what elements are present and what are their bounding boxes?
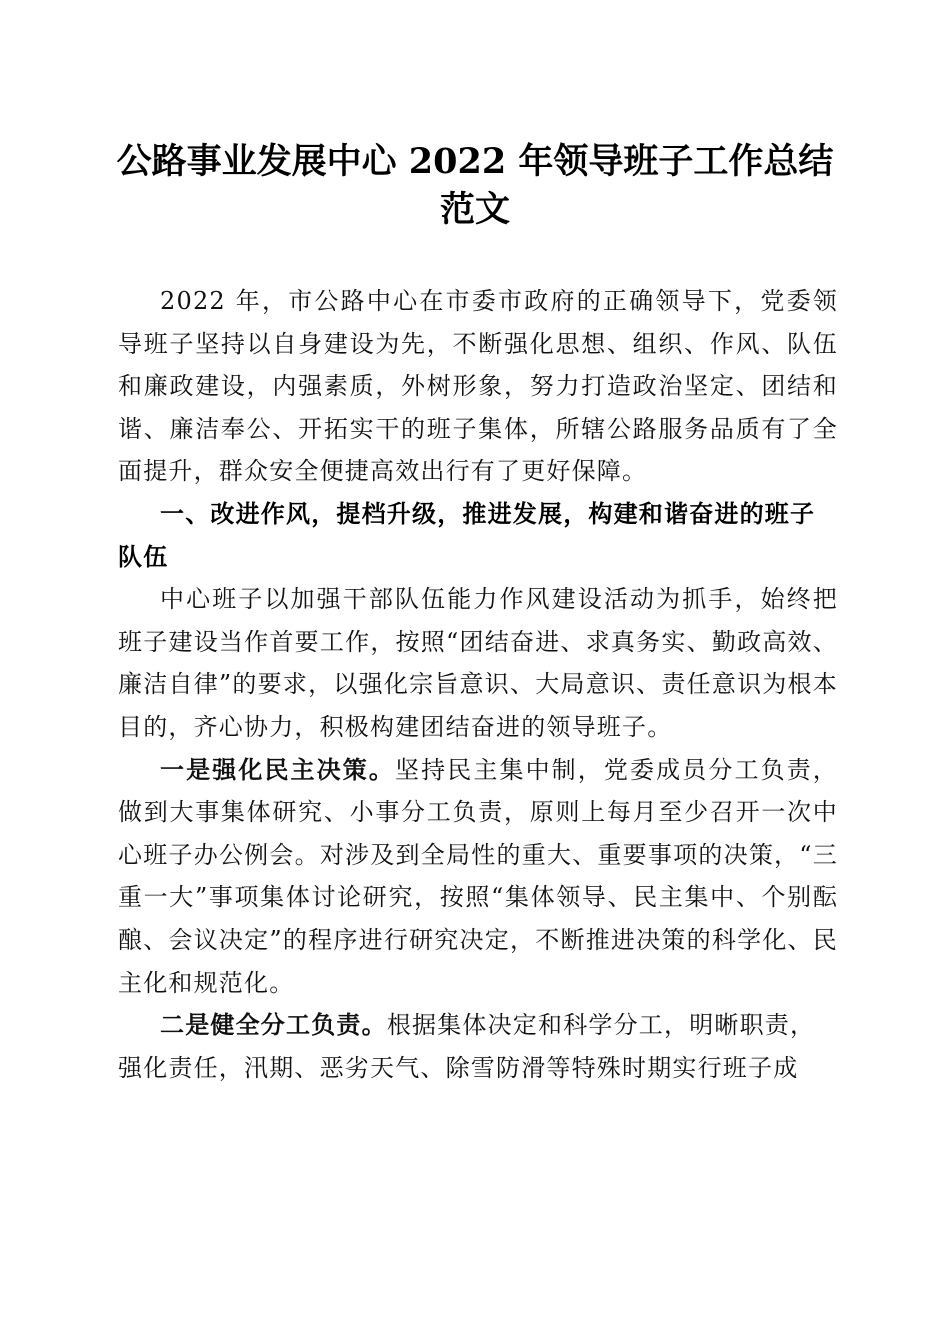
title-line-1: 公路事业发展中心 2022 年领导班子工作总结 (116, 141, 834, 182)
item-1-paragraph (118, 749, 838, 1005)
item-2-body: 根据集体决定和科学分工，明晰职责，强化责任，汛期、恶劣天气、除雪防滑等特殊时期实行班子成 (118, 1011, 816, 1082)
section-1-heading: 一、改进作风，提档升级，推进发展，构建和谐奋进的班子队伍 (118, 499, 816, 571)
document-title (100, 138, 850, 234)
title-line-2: 范文 (439, 189, 510, 230)
section-1-paragraph: 中心班子以加强干部队伍能力作风建设活动为抓手，始终把班子建设当作首要工作，按照“团结奋进、求真务实、勤政高效、廉洁自律”的要求，以强化宗旨意识、大局意识、责任意识为根本目的，齐心协力，积极构建团结奋进的领导班子。 (118, 585, 838, 741)
item-1-body: 坚持民主集中制，党委成员分工负责，做到大事集体研究、小事分工负责，原则上每月至少召开一次中心班子办公例会。对涉及到全局性的重大、重要事项的决策，“三重一大”事项集体讨论研究，按照“集体领导、民主集中、个别酝酿、会议决定”的程序进行研究决定，不断推进决策的科学化、民主化和规范化。 (118, 755, 838, 997)
document-body (118, 280, 838, 1089)
item-2-paragraph (118, 1004, 838, 1089)
item-1-lead: 一是强化民主决策。 (160, 754, 396, 784)
intro-paragraph: 2022 年，市公路中心在市委市政府的正确领导下，党委领导班子坚持以自身建设为先，不断强化思想、组织、作风、队伍和廉政建设，内强素质，外树形象，努力打造政治坚定、团结和谐、廉洁奉公、开拓实干的班子集体，所辖公路服务品质有了全面提升，群众安全便捷高效出行有了更好保障。 (118, 287, 838, 486)
item-2-lead: 二是健全分工负责。 (160, 1010, 387, 1040)
